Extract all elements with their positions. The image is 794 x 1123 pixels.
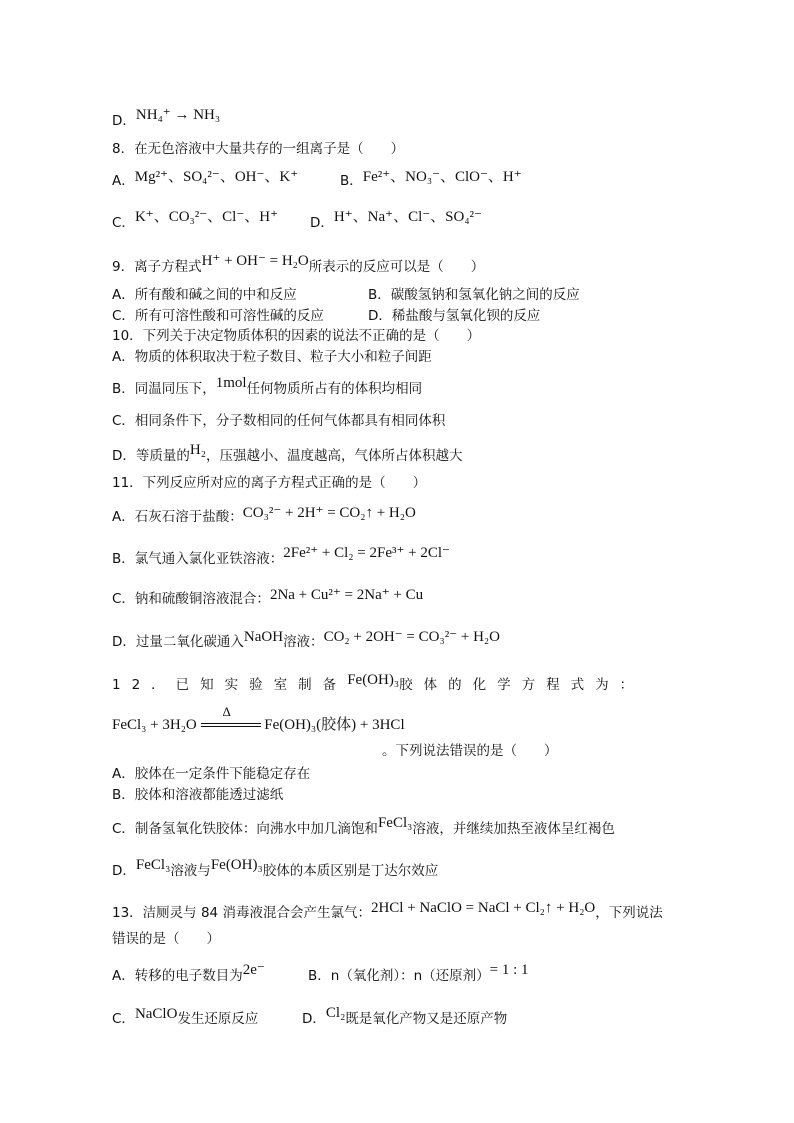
q10-option-b-math: 1mol xyxy=(215,375,247,391)
q13-option-b xyxy=(308,962,529,985)
q13-option-d xyxy=(302,1005,508,1028)
q12-option-c-math: FeCl₃ xyxy=(377,815,413,831)
option-b-ions: Fe²⁺、NO₃⁻、ClO⁻、H⁺ xyxy=(362,169,522,185)
q10-option-d-pre: D．等质量的 xyxy=(112,448,190,464)
q9-option-row-1 xyxy=(112,286,580,304)
q10-option-d-post: ，压强越小、温度越高，气体所占体积越大 xyxy=(205,448,463,464)
q10-option-b-post: 任何物质所占有的体积均相同 xyxy=(246,381,423,397)
q12-option-b: B．胶体和溶液都能透过滤纸 xyxy=(112,787,284,803)
q9-option-b: B．碳酸氢钠和氢氧化钠之间的反应 xyxy=(368,287,580,303)
option-d xyxy=(310,209,482,232)
q11-option-b-equation: 2Fe²⁺ + Cl₂ = 2Fe³⁺ + 2Cl⁻ xyxy=(283,545,450,561)
q13-option-d-math: Cl₂ xyxy=(325,1005,346,1021)
q12-equation-right: Fe(OH)₃(胶体) + 3HCl xyxy=(264,717,405,733)
option-b xyxy=(340,169,522,190)
q11-option-c xyxy=(112,587,424,608)
q10-option-a: A．物质的体积取决于粒子数目、粒子大小和粒子间距 xyxy=(112,349,432,365)
q11-option-a-equation: CO₃²⁻ + 2H⁺ = CO₂↑ + H₂O xyxy=(242,505,416,521)
q10-option-b xyxy=(112,375,423,398)
q12-stem xyxy=(112,672,645,694)
q10-option-d xyxy=(112,442,463,465)
option-c-ions: K⁺、CO₃²⁻、Cl⁻、H⁺ xyxy=(134,209,279,225)
q11-option-a xyxy=(112,505,416,526)
q9-option-c: C．所有可溶性酸和可溶性碱的反应 xyxy=(112,308,324,324)
q13-option-b-math: = 1 : 1 xyxy=(489,962,529,978)
q12-equals-heat xyxy=(201,703,261,733)
q11-option-c-text: C．钠和硫酸铜溶液混合： xyxy=(112,591,270,607)
q12-option-d-mid: 溶液与 xyxy=(170,863,211,879)
q11-option-d-math: NaOH xyxy=(243,629,284,645)
option-b-label: B． xyxy=(340,173,363,189)
option-c-label: C． xyxy=(112,215,135,231)
q12-option-d-math2: Fe(OH)₃ xyxy=(210,857,263,873)
q13-stem xyxy=(112,900,663,922)
q12-option-d-math1: FeCl₃ xyxy=(135,857,171,873)
q12-option-c-post: 溶液，并继续加热至液体呈红褐色 xyxy=(412,821,615,837)
q11-option-d xyxy=(112,629,500,651)
q13-stem-line2: 错误的是（ ） xyxy=(112,931,220,947)
q13-option-row-1 xyxy=(112,962,529,985)
q12-equation xyxy=(112,703,405,734)
q13-option-b-pre: B．n（氧化剂）：n（还原剂） xyxy=(308,968,490,984)
q12-option-c xyxy=(112,815,615,838)
q10-stem: 10．下列关于决定物质体积的因素的说法不正确的是（ ） xyxy=(112,328,481,344)
q9-stem-post: 所表示的反应可以是（ ） xyxy=(308,259,485,275)
q11-option-d-post: 溶液： xyxy=(283,634,324,650)
q9-stem xyxy=(112,253,485,276)
formula: NH₄⁺ → NH₃ xyxy=(135,107,221,123)
equals-line-bottom xyxy=(201,726,261,727)
q8-stem: 8．在无色溶液中大量共存的一组离子是（ ） xyxy=(112,141,405,157)
q13-option-a-pre: A．转移的电子数目为 xyxy=(112,968,243,984)
q13-stem-pre: 13．洁厕灵与 84 消毒液混合会产生氯气： xyxy=(112,905,371,921)
equals-line-top xyxy=(201,723,261,724)
q8-option-row-2 xyxy=(112,209,482,232)
q13-option-c-label: C． xyxy=(112,1011,135,1027)
q12-option-c-pre: C．制备氢氧化铁胶体：向沸水中加几滴饱和 xyxy=(112,821,378,837)
heat-symbol: Δ xyxy=(222,703,231,719)
q13-option-c-math: NaClO xyxy=(134,1006,178,1022)
q13-option-d-label: D． xyxy=(302,1011,326,1027)
q7-option-d xyxy=(112,107,221,130)
q11-stem: 11．下列反应所对应的离子方程式正确的是（ ） xyxy=(112,475,427,491)
q13-equation: 2HCl + NaClO = NaCl + Cl₂↑ + H₂O xyxy=(370,900,596,916)
q10-option-b-pre: B．同温同压下， xyxy=(112,381,216,397)
q12-stem-math: Fe(OH)₃ xyxy=(347,672,400,688)
q10-option-d-math: H₂ xyxy=(189,442,206,458)
q9-option-a: A．所有酸和碱之间的中和反应 xyxy=(112,287,297,303)
q12-stem-tail: 。下列说法错误的是（ ） xyxy=(382,743,558,759)
q12-stem-pre: 12．已知实验室制备 xyxy=(112,677,348,693)
q13-option-row-2 xyxy=(112,1005,508,1028)
q9-option-d: D．稀盐酸与氢氧化钡的反应 xyxy=(368,308,541,324)
q11-option-c-equation: 2Na + Cu²⁺ = 2Na⁺ + Cu xyxy=(269,587,424,603)
q11-option-a-text: A．石灰石溶于盐酸： xyxy=(112,509,243,525)
option-a-label: A． xyxy=(112,173,135,189)
option-label: D． xyxy=(112,113,136,129)
q12-stem-post: 胶体的化学方程式为： xyxy=(399,677,645,693)
q8-option-row-1 xyxy=(112,169,522,190)
q11-option-b xyxy=(112,545,450,568)
q13-option-a-math: 2e⁻ xyxy=(242,962,265,978)
option-a-ions: Mg²⁺、SO₄²⁻、OH⁻、K⁺ xyxy=(134,169,299,185)
option-d-label: D． xyxy=(310,215,334,231)
q12-option-d-label: D． xyxy=(112,863,136,879)
option-d-ions: H⁺、Na⁺、Cl⁻、SO₄²⁻ xyxy=(333,209,482,225)
q12-option-a: A．胶体在一定条件下能稳定存在 xyxy=(112,766,311,782)
q12-option-d xyxy=(112,857,439,880)
q9-stem-pre: 9．离子方程式 xyxy=(112,259,202,275)
q10-option-c: C．相同条件下，分子数相同的任何气体都具有相同体积 xyxy=(112,413,446,429)
q11-option-d-equation: CO₂ + 2OH⁻ = CO₃²⁻ + H₂O xyxy=(323,629,500,645)
q13-option-d-post: 既是氧化产物又是还原产物 xyxy=(345,1011,508,1027)
q13-stem-post: ，下列说法 xyxy=(595,905,663,921)
q12-equation-left: FeCl₃ + 3H₂O xyxy=(112,717,197,733)
q9-option-row-2 xyxy=(112,307,541,325)
q11-option-d-pre: D．过量二氧化碳通入 xyxy=(112,634,244,650)
q12-option-d-post: 胶体的本质区别是丁达尔效应 xyxy=(262,863,439,879)
q9-equation: H⁺ + OH⁻ = H₂O xyxy=(201,253,309,269)
q11-option-b-text: B．氯气通入氯化亚铁溶液： xyxy=(112,551,284,567)
q13-option-c-post: 发生还原反应 xyxy=(177,1011,259,1027)
